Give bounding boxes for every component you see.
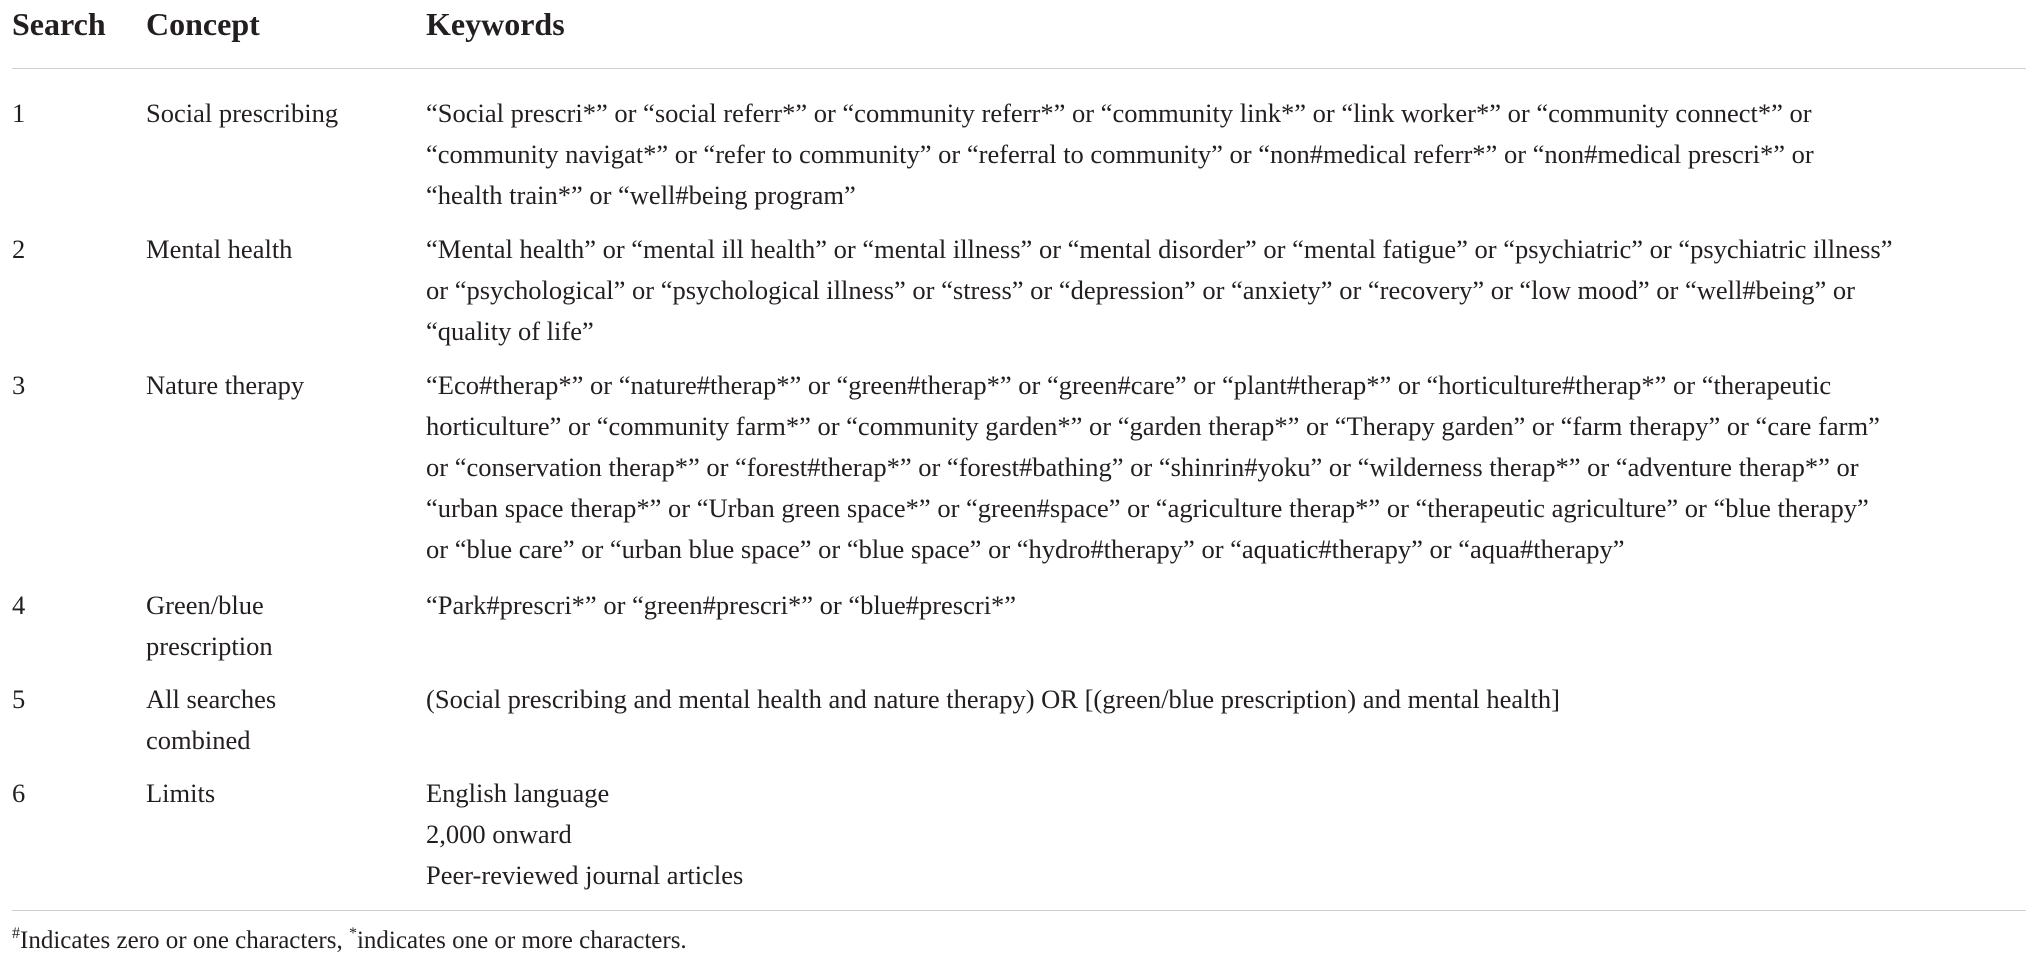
search-number: 6 (12, 778, 26, 808)
concept-line: Nature therapy (146, 370, 305, 400)
keyword-line: Peer-reviewed journal articles (426, 860, 744, 890)
table-row (12, 229, 2026, 365)
table-bottom-rule (12, 910, 2026, 911)
star-marker: * (348, 925, 357, 942)
concept-line: Green/blue (146, 590, 264, 620)
concept-line: Mental health (146, 234, 293, 264)
keywords-cell (426, 773, 2026, 903)
keywords-cell (426, 229, 2026, 365)
table-row (12, 365, 2026, 585)
keyword-line: “Social prescri*” or “social referr*” or “community referr*” or “community link*” or “link worker*” or “community connect*” or (426, 98, 1812, 128)
table-row (12, 773, 2026, 903)
keyword-line: or “psychological” or “psychological illness” or “stress” or “depression” or “anxiety” or “recovery” or “low mood” or “well#being” or (426, 275, 1855, 305)
keywords-cell (426, 679, 2026, 773)
keyword-line: “quality of life” (426, 316, 594, 346)
keyword-line: “Park#prescri*” or “green#prescri*” or “blue#prescri*” (426, 590, 1017, 620)
table-body (12, 69, 2026, 903)
table-footnote (12, 924, 687, 958)
header-keywords: Keywords (426, 6, 565, 42)
header-concept: Concept (146, 6, 260, 42)
table-row (12, 585, 2026, 679)
keyword-line: “community navigat*” or “refer to community” or “referral to community” or “non#medical referr*” or “non#medical prescri*” or (426, 139, 1814, 169)
concept-cell (146, 679, 426, 773)
keyword-line: “Eco#therap*” or “nature#therap*” or “green#therap*” or “green#care” or “plant#therap*” or “horticulture#therap*” or “therapeutic (426, 370, 1832, 400)
search-number: 1 (12, 98, 26, 128)
footnote-text-2: indicates one or more characters. (356, 927, 687, 954)
keyword-line: “urban space therap*” or “Urban green space*” or “green#space” or “agriculture therap*” or “therapeutic agriculture” or “blue therapy” (426, 493, 1869, 523)
concept-line: All searches (146, 684, 277, 714)
keyword-line: “Mental health” or “mental ill health” or “mental illness” or “mental disorder” or “mental fatigue” or “psychiatric” or “psychiatric illness” (426, 234, 1893, 264)
keyword-line: (Social prescribing and mental health and nature therapy) OR [(green/blue prescription) and mental health] (426, 684, 1560, 714)
search-strategy-table (12, 0, 2026, 903)
search-number: 3 (12, 370, 26, 400)
keyword-line: or “conservation therap*” or “forest#therap*” or “forest#bathing” or “shinrin#yoku” or “wilderness therap*” or “adventure therap*” or (426, 452, 1859, 482)
keywords-cell (426, 585, 2026, 679)
concept-cell (146, 365, 426, 585)
keyword-line: English language (426, 778, 610, 808)
table-header-row (12, 0, 2026, 69)
footnote-text-1: Indicates zero or one characters, (20, 927, 349, 954)
keyword-line: horticulture” or “community farm*” or “community garden*” or “garden therap*” or “Therapy garden” or “farm therapy” or “care farm” (426, 411, 1880, 441)
header-search: Search (12, 6, 106, 42)
concept-cell (146, 773, 426, 903)
keyword-line: 2,000 onward (426, 819, 572, 849)
concept-line: prescription (146, 631, 273, 661)
concept-line: combined (146, 725, 251, 755)
concept-cell (146, 585, 426, 679)
concept-line: Limits (146, 778, 216, 808)
concept-line: Social prescribing (146, 98, 339, 128)
search-number: 2 (12, 234, 26, 264)
hash-marker: # (12, 925, 20, 942)
table-row (12, 93, 2026, 229)
search-number: 4 (12, 590, 26, 620)
table-row (12, 679, 2026, 773)
keywords-cell (426, 365, 2026, 585)
concept-cell (146, 93, 426, 229)
keywords-cell (426, 93, 2026, 229)
search-number: 5 (12, 684, 26, 714)
concept-cell (146, 229, 426, 365)
keyword-line: or “blue care” or “urban blue space” or “blue space” or “hydro#therapy” or “aquatic#therapy” or “aqua#therapy” (426, 534, 1625, 564)
keyword-line: “health train*” or “well#being program” (426, 180, 856, 210)
